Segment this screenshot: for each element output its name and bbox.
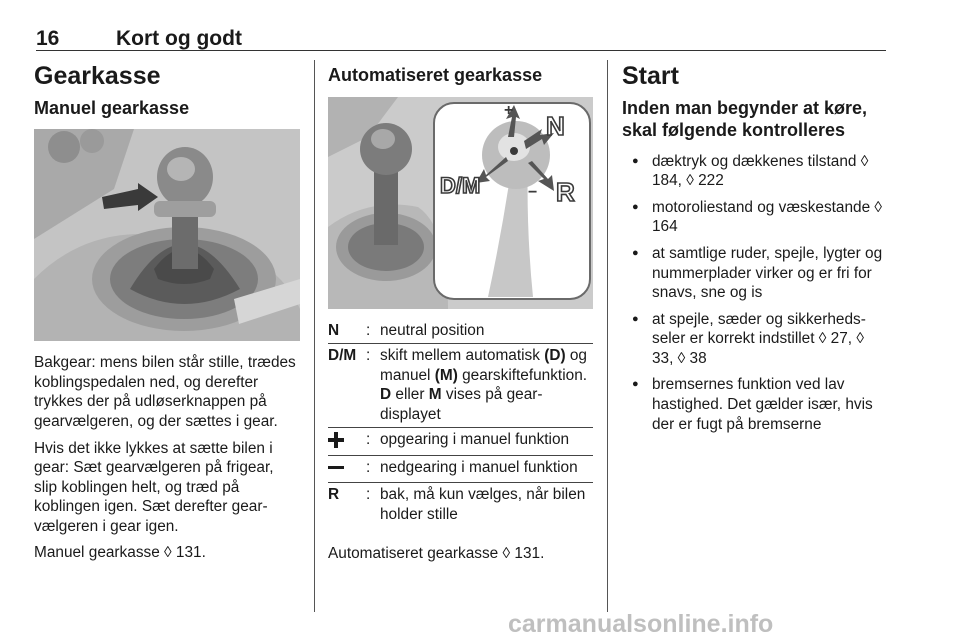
subsection-title: Manuel gearkasse bbox=[34, 97, 190, 118]
gear-colon: : bbox=[366, 321, 371, 339]
paragraph-cross-reference: Manuel gearkasse ◊ 131. bbox=[34, 544, 206, 562]
page-number: 16 bbox=[36, 27, 60, 50]
label-minus: − bbox=[528, 183, 538, 201]
gear-row-dm bbox=[328, 343, 593, 427]
column-divider bbox=[314, 60, 315, 612]
gear-colon: : bbox=[366, 486, 371, 504]
list-item: ● motoroliestand og væskestande ◊ 164 bbox=[622, 198, 888, 237]
gear-row-n bbox=[328, 319, 593, 344]
subsection-title: Inden man begynder at køre, skal følgende kontrolleres bbox=[622, 97, 868, 141]
label-r: R bbox=[556, 176, 575, 207]
list-item: ● dæktryk og dækkenes tilstand ◊ 184, ◊ 222 bbox=[622, 152, 888, 191]
gear-desc: opgearing i manuel funktion bbox=[380, 431, 570, 449]
automated-gear-lever-illustration bbox=[328, 97, 593, 309]
gear-desc: nedgearing i manuel funktion bbox=[380, 458, 578, 476]
column-manual-gearbox bbox=[34, 62, 300, 570]
page-header bbox=[36, 27, 886, 51]
gear-key: R bbox=[328, 486, 340, 504]
column-start bbox=[622, 62, 888, 441]
manual-gear-lever-image bbox=[34, 129, 300, 341]
paragraph: Hvis det ikke lykkes at sætte bilen i gear: Sæt gearvælgeren på frigear, slip koblingen helt, og træd på koblingen igen. Sæt derefter gearvælgeren i gear igen. bbox=[34, 439, 274, 535]
gear-row-r bbox=[328, 482, 593, 527]
plus-icon bbox=[328, 430, 366, 452]
gear-row-plus bbox=[328, 427, 593, 455]
label-n: N bbox=[546, 110, 565, 141]
automated-gear-lever-image bbox=[328, 97, 593, 309]
paragraph-cross-reference: Automatiseret gearkasse ◊ 131. bbox=[328, 544, 545, 562]
gear-colon: : bbox=[366, 458, 371, 476]
column-divider bbox=[607, 60, 608, 612]
list-item: ● at samtlige ruder, spejle, lygter og nummerplader virker og er fri for snavs, sne og is bbox=[622, 244, 888, 303]
chapter-title: Kort og godt bbox=[116, 27, 242, 50]
gear-desc: skift mellem automatisk (D) og manuel (M) gearskiftefunktion. D eller M vises på geardisplayet bbox=[380, 347, 588, 423]
section-title: Gearkasse bbox=[34, 62, 161, 90]
minus-icon bbox=[328, 458, 366, 480]
gear-desc: bak, må kun vælges, når bilen holder stille bbox=[380, 486, 586, 523]
gear-row-minus bbox=[328, 455, 593, 483]
column-automated-gearbox bbox=[328, 62, 593, 570]
section-title: Start bbox=[622, 62, 679, 90]
gear-key: N bbox=[328, 321, 340, 339]
watermark: carmanualsonline.info bbox=[508, 610, 774, 638]
label-plus: + bbox=[504, 101, 514, 119]
subsection-title: Automatiseret gearkasse bbox=[328, 65, 543, 85]
gear-colon: : bbox=[366, 431, 371, 449]
paragraph: Bakgear: mens bilen står stille, trædes koblingspedalen ned, og derefter trykkes der på udløserknappen på gearvælgeren, og der sættes i gear. bbox=[34, 354, 296, 430]
gear-desc: neutral position bbox=[380, 321, 485, 339]
checklist bbox=[622, 152, 888, 434]
gear-colon: : bbox=[366, 347, 371, 365]
list-item: ● bremsernes funktion ved lav hastighed. Det gælder især, hvis der er fugt på bremserne bbox=[622, 375, 888, 434]
gear-key: D/M bbox=[328, 347, 357, 365]
label-dm: D/M bbox=[440, 172, 481, 198]
gear-positions-list bbox=[328, 319, 593, 528]
list-item: ● at spejle, sæder og sikkerhedsseler er korrekt indstillet ◊ 27, ◊ 33, ◊ 38 bbox=[622, 310, 888, 369]
manual-gear-lever-illustration bbox=[34, 129, 300, 341]
